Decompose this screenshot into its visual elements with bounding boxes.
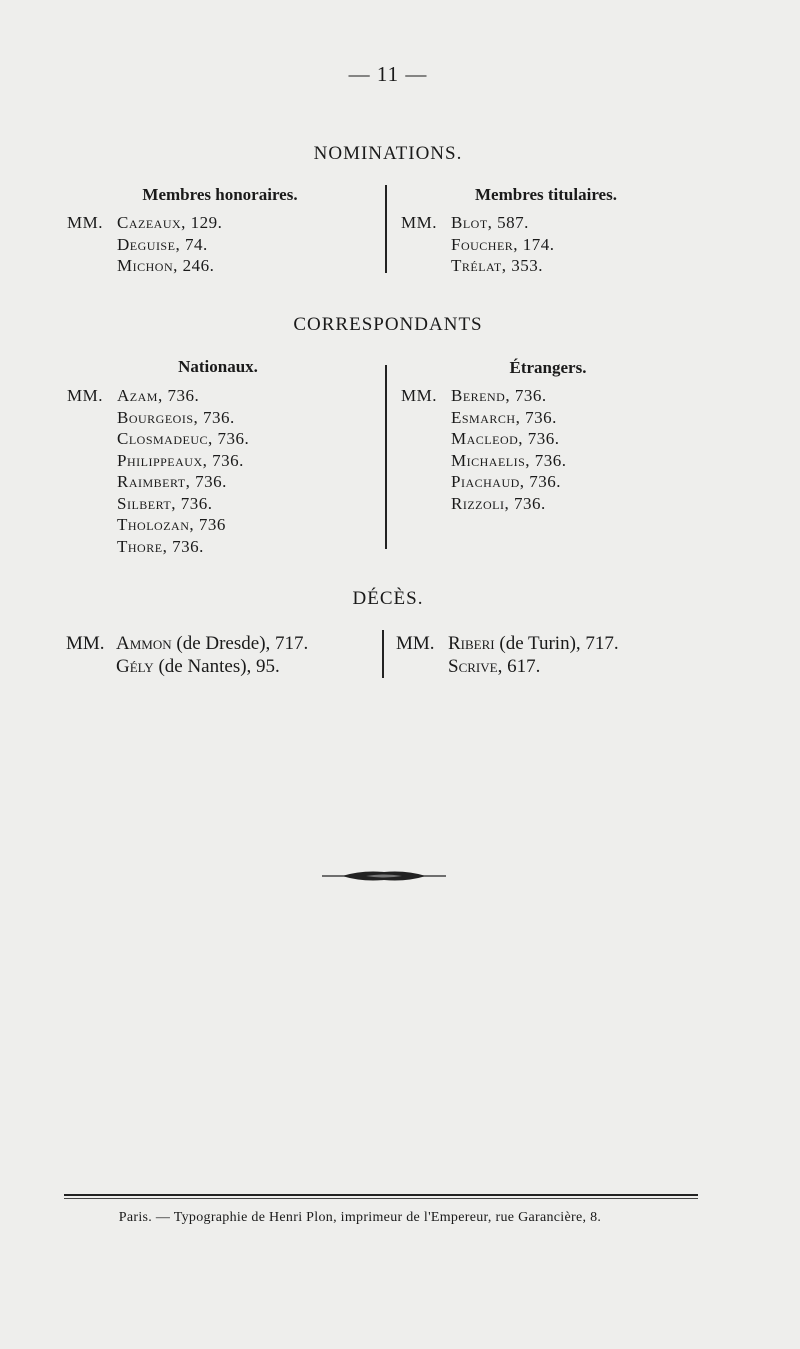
- member-name: Closmadeuc: [117, 429, 209, 448]
- member-name: Berend: [451, 386, 506, 405]
- member-entry: [451, 212, 555, 234]
- column-divider: [385, 185, 387, 273]
- member-name: Raimbert: [117, 472, 186, 491]
- member-ref: (de Turin), 717.: [494, 633, 619, 654]
- member-name: Philippeaux: [117, 450, 203, 470]
- member-entry: [117, 255, 222, 277]
- member-entry: [117, 212, 222, 234]
- nominations-heading: NOMINATIONS.: [313, 143, 463, 164]
- footer-rule: [64, 1194, 698, 1196]
- honoraires-title: Membres honoraires.: [142, 185, 298, 204]
- mm-prefix: MM.: [66, 633, 105, 654]
- member-entry: [451, 255, 555, 277]
- member-ref: , 736.: [185, 472, 227, 491]
- member-entry: [448, 632, 619, 655]
- member-ref: , 736: [189, 515, 226, 534]
- member-name: Rizzoli: [451, 493, 505, 513]
- member-entry: [117, 471, 249, 493]
- member-ref: , 174.: [513, 234, 555, 254]
- member-entry: [451, 493, 567, 515]
- member-entry: [448, 655, 619, 678]
- member-ref: , 587.: [487, 213, 529, 232]
- member-ref: , 129.: [181, 213, 223, 232]
- member-entry: [117, 407, 249, 429]
- ornament-divider: [322, 869, 446, 883]
- member-entry: [117, 428, 249, 450]
- member-name: Michon: [117, 256, 174, 275]
- mm-prefix: MM.: [401, 386, 437, 405]
- footer-rule: [64, 1198, 698, 1199]
- mm-prefix: MM.: [67, 386, 103, 405]
- member-entry: [117, 385, 249, 407]
- member-ref: , 736.: [157, 386, 200, 405]
- member-entry: [117, 536, 249, 558]
- member-ref: (de Nantes), 95.: [153, 656, 280, 677]
- member-entry: [451, 428, 567, 450]
- member-entry: [116, 632, 308, 655]
- member-name: Piachaud: [451, 472, 520, 491]
- member-name: Ammon: [116, 633, 172, 654]
- correspondants-heading: CORRESPONDANTS: [293, 314, 483, 335]
- nationaux-title: Nationaux.: [178, 357, 258, 376]
- member-name: Gély: [116, 656, 154, 677]
- member-ref: , 617.: [497, 656, 541, 677]
- member-entry: [451, 385, 567, 407]
- page-number: — 11 —: [348, 62, 428, 86]
- member-entry: [116, 655, 308, 678]
- deces-heading: DÉCÈS.: [352, 588, 424, 609]
- member-name: Tholozan: [117, 515, 190, 534]
- member-ref: , 736.: [162, 536, 204, 556]
- member-name: Macleod: [451, 429, 519, 448]
- member-ref: , 353.: [501, 256, 543, 275]
- member-entry: [451, 471, 567, 493]
- member-ref: , 736.: [202, 450, 244, 470]
- member-entry: [117, 450, 249, 472]
- mm-prefix: MM.: [401, 213, 437, 232]
- member-ref: , 736.: [525, 450, 567, 470]
- member-entry: [451, 450, 567, 472]
- member-ref: , 736.: [193, 407, 235, 427]
- member-name: Azam: [117, 386, 158, 405]
- member-name: Michaelis: [451, 450, 526, 470]
- member-name: Bourgeois: [117, 407, 194, 427]
- member-entry: [451, 407, 567, 429]
- member-name: Foucher: [451, 234, 514, 254]
- member-ref: , 736.: [518, 429, 560, 448]
- member-entry: [117, 234, 222, 256]
- member-ref: , 736.: [515, 407, 557, 427]
- member-ref: , 736.: [208, 429, 250, 448]
- member-ref: , 246.: [173, 256, 215, 275]
- member-entry: [451, 234, 555, 256]
- member-name: Blot: [451, 213, 488, 232]
- member-name: Silbert: [117, 493, 172, 513]
- member-name: Deguise: [117, 234, 176, 254]
- mm-prefix: MM.: [396, 633, 435, 654]
- member-ref: , 736.: [171, 493, 213, 513]
- member-ref: , 736.: [519, 472, 562, 491]
- member-ref: , 736.: [504, 493, 546, 513]
- member-name: Trélat: [451, 256, 502, 275]
- member-ref: , 74.: [175, 234, 208, 254]
- member-ref: (de Dresde), 717.: [171, 633, 309, 654]
- member-entry: [117, 493, 249, 515]
- member-entry: [117, 514, 249, 536]
- column-divider: [382, 630, 384, 678]
- member-ref: , 736.: [505, 386, 547, 405]
- printer-imprint: Paris. — Typographie de Henri Plon, imprimeur de l'Empereur, rue Garancière, 8.: [118, 1210, 602, 1225]
- etrangers-title: Étrangers.: [509, 358, 587, 377]
- member-name: Cazeaux: [117, 213, 182, 232]
- column-divider: [385, 365, 387, 549]
- titulaires-title: Membres titulaires.: [475, 185, 617, 204]
- member-name: Thore: [117, 536, 163, 556]
- mm-prefix: MM.: [67, 213, 103, 232]
- member-name: Scrive: [448, 656, 498, 677]
- member-name: Riberi: [448, 633, 495, 654]
- member-name: Esmarch: [451, 407, 516, 427]
